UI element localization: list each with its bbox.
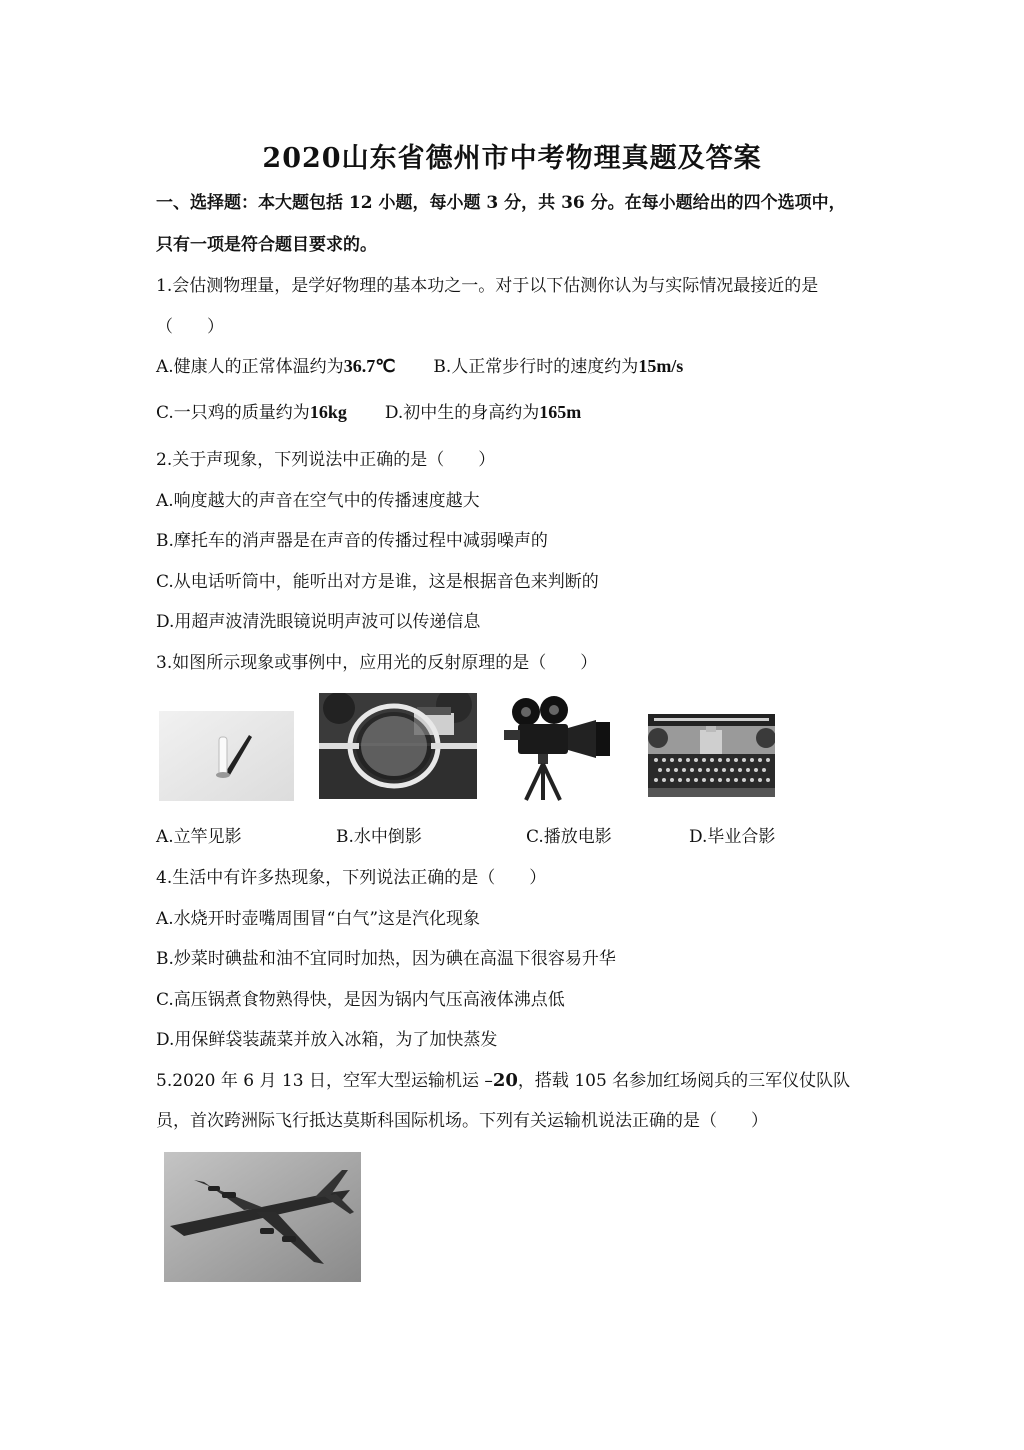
q2-option-b: B.摩托车的消声器是在声音的传播过程中减弱噪声的 [156,531,548,551]
graduation-photo-image [648,714,775,797]
q1-option-b: B.人正常步行时的速度约为 [433,357,639,377]
q5-stem-line1 [156,1066,850,1091]
pole-shadow-image [159,711,294,801]
q4-option-c: C.高压锅煮食物熟得快，是因为锅内气压高液体沸点低 [156,990,565,1010]
transport-aircraft-image [164,1152,361,1282]
q2-option-d: D.用超声波清洗眼镜说明声波可以传递信息 [156,612,481,632]
section-heading-line1: 一、选择题：本大题包括 12 小题，每小题 3 分，共 36 分。在每小题给出的四个选项中， [156,193,846,213]
q2-stem: 2.关于声现象，下列说法中正确的是（ ） [156,450,496,470]
q5-stem-line2: 员，首次跨洲际飞行抵达莫斯科国际机场。下列有关运输机说法正确的是（ ） [156,1111,768,1131]
q3-option-d: D.毕业合影 [689,827,776,847]
q1-option-d-value: 165m [539,402,582,422]
q2-option-a: A.响度越大的声音在空气中的传播速度越大 [156,491,480,511]
q4-option-b: B.炒菜时碘盐和油不宜同时加热，因为碘在高温下很容易升华 [156,949,616,969]
q1-options-ab [156,352,683,377]
page-title: 2020山东省德州市中考物理真题及答案 [262,143,762,174]
q3-option-c: C.播放电影 [526,827,612,847]
q1-stem: 1.会估测物理量，是学好物理的基本功之一。对于以下估测你认为与实际情况最接近的是 [156,276,819,296]
q5-stem-post: ，搭载 105 名参加红场阅兵的三军仪仗队队 [517,1071,851,1091]
q3-option-a: A.立竿见影 [156,827,242,847]
q1-option-c: C.一只鸡的质量约为 [156,403,310,423]
q1-option-b-value: 15m/s [638,356,684,376]
q4-stem: 4.生活中有许多热现象，下列说法正确的是（ ） [156,868,547,888]
q1-options-cd [156,398,581,423]
q3-option-b: B.水中倒影 [336,827,422,847]
q5-stem-pre: 5.2020 年 6 月 13 日，空军大型运输机运 – [156,1071,493,1091]
q3-stem: 3.如图所示现象或事例中，应用光的反射原理的是（ ） [156,653,598,673]
q1-option-a: A.健康人的正常体温约为 [156,357,344,377]
section-heading-line2: 只有一项是符合题目要求的。 [156,235,377,255]
q5-stem-number: 20 [492,1070,518,1091]
q1-option-d: D.初中生的身高约为 [384,403,540,423]
q4-option-d: D.用保鲜袋装蔬菜并放入冰箱，为了加快蒸发 [156,1030,498,1050]
q4-option-a: A.水烧开时壶嘴周围冒“白气”这是汽化现象 [156,909,481,929]
movie-camera-image [496,692,626,802]
q1-option-a-value: 36.7℃ [343,356,396,376]
q1-stem-bracket: （ ） [156,317,224,337]
q1-option-c-value: 16kg [309,402,347,422]
bridge-reflection-image [319,693,477,799]
q2-option-c: C.从电话听筒中，能听出对方是谁，这是根据音色来判断的 [156,572,599,592]
